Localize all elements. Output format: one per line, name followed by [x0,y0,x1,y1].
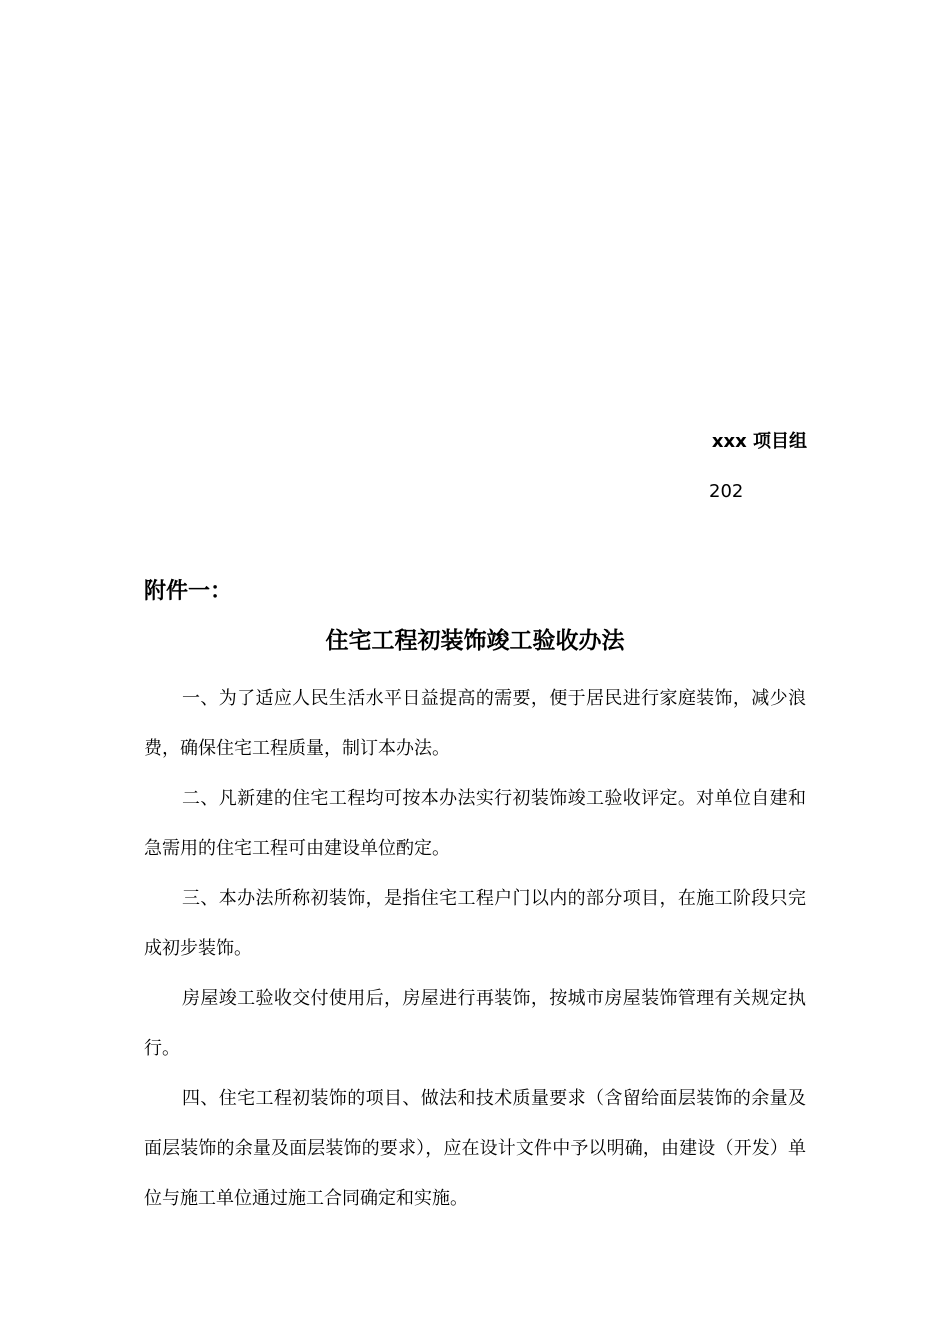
paragraph-4: 房屋竣工验收交付使用后，房屋进行再装饰，按城市房屋装饰管理有关规定执行。 [144,988,806,1059]
paragraph-2: 二、凡新建的住宅工程均可按本办法实行初装饰竣工验收评定。对单位自建和急需用的住宅工程可由建设单位酌定。 [144,788,806,859]
paragraph-1: 一、为了适应人民生活水平日益提高的需要，便于居民进行家庭装饰，减少浪费，确保住宅工程质量，制订本办法。 [144,688,806,759]
attachment-label: 附件一： [144,579,233,604]
signature-org: xxx 项目组 [711,431,807,452]
signature-date-text: 202 [709,481,744,502]
paragraph-5: 四、住宅工程初装饰的项目、做法和技术质量要求（含留给面层装饰的余量及面层装饰的余量及面层装饰的要求），应在设计文件中予以明确，由建设（开发）单位与施工单位通过施工合同确定和实施。 [144,1088,806,1209]
document-body [144,674,806,1224]
paragraph-3: 三、本办法所称初装饰，是指住宅工程户门以内的部分项目，在施工阶段只完成初步装饰。 [144,888,806,959]
document-title: 住宅工程初装饰竣工验收办法 [325,628,625,654]
signature-date [709,480,744,506]
